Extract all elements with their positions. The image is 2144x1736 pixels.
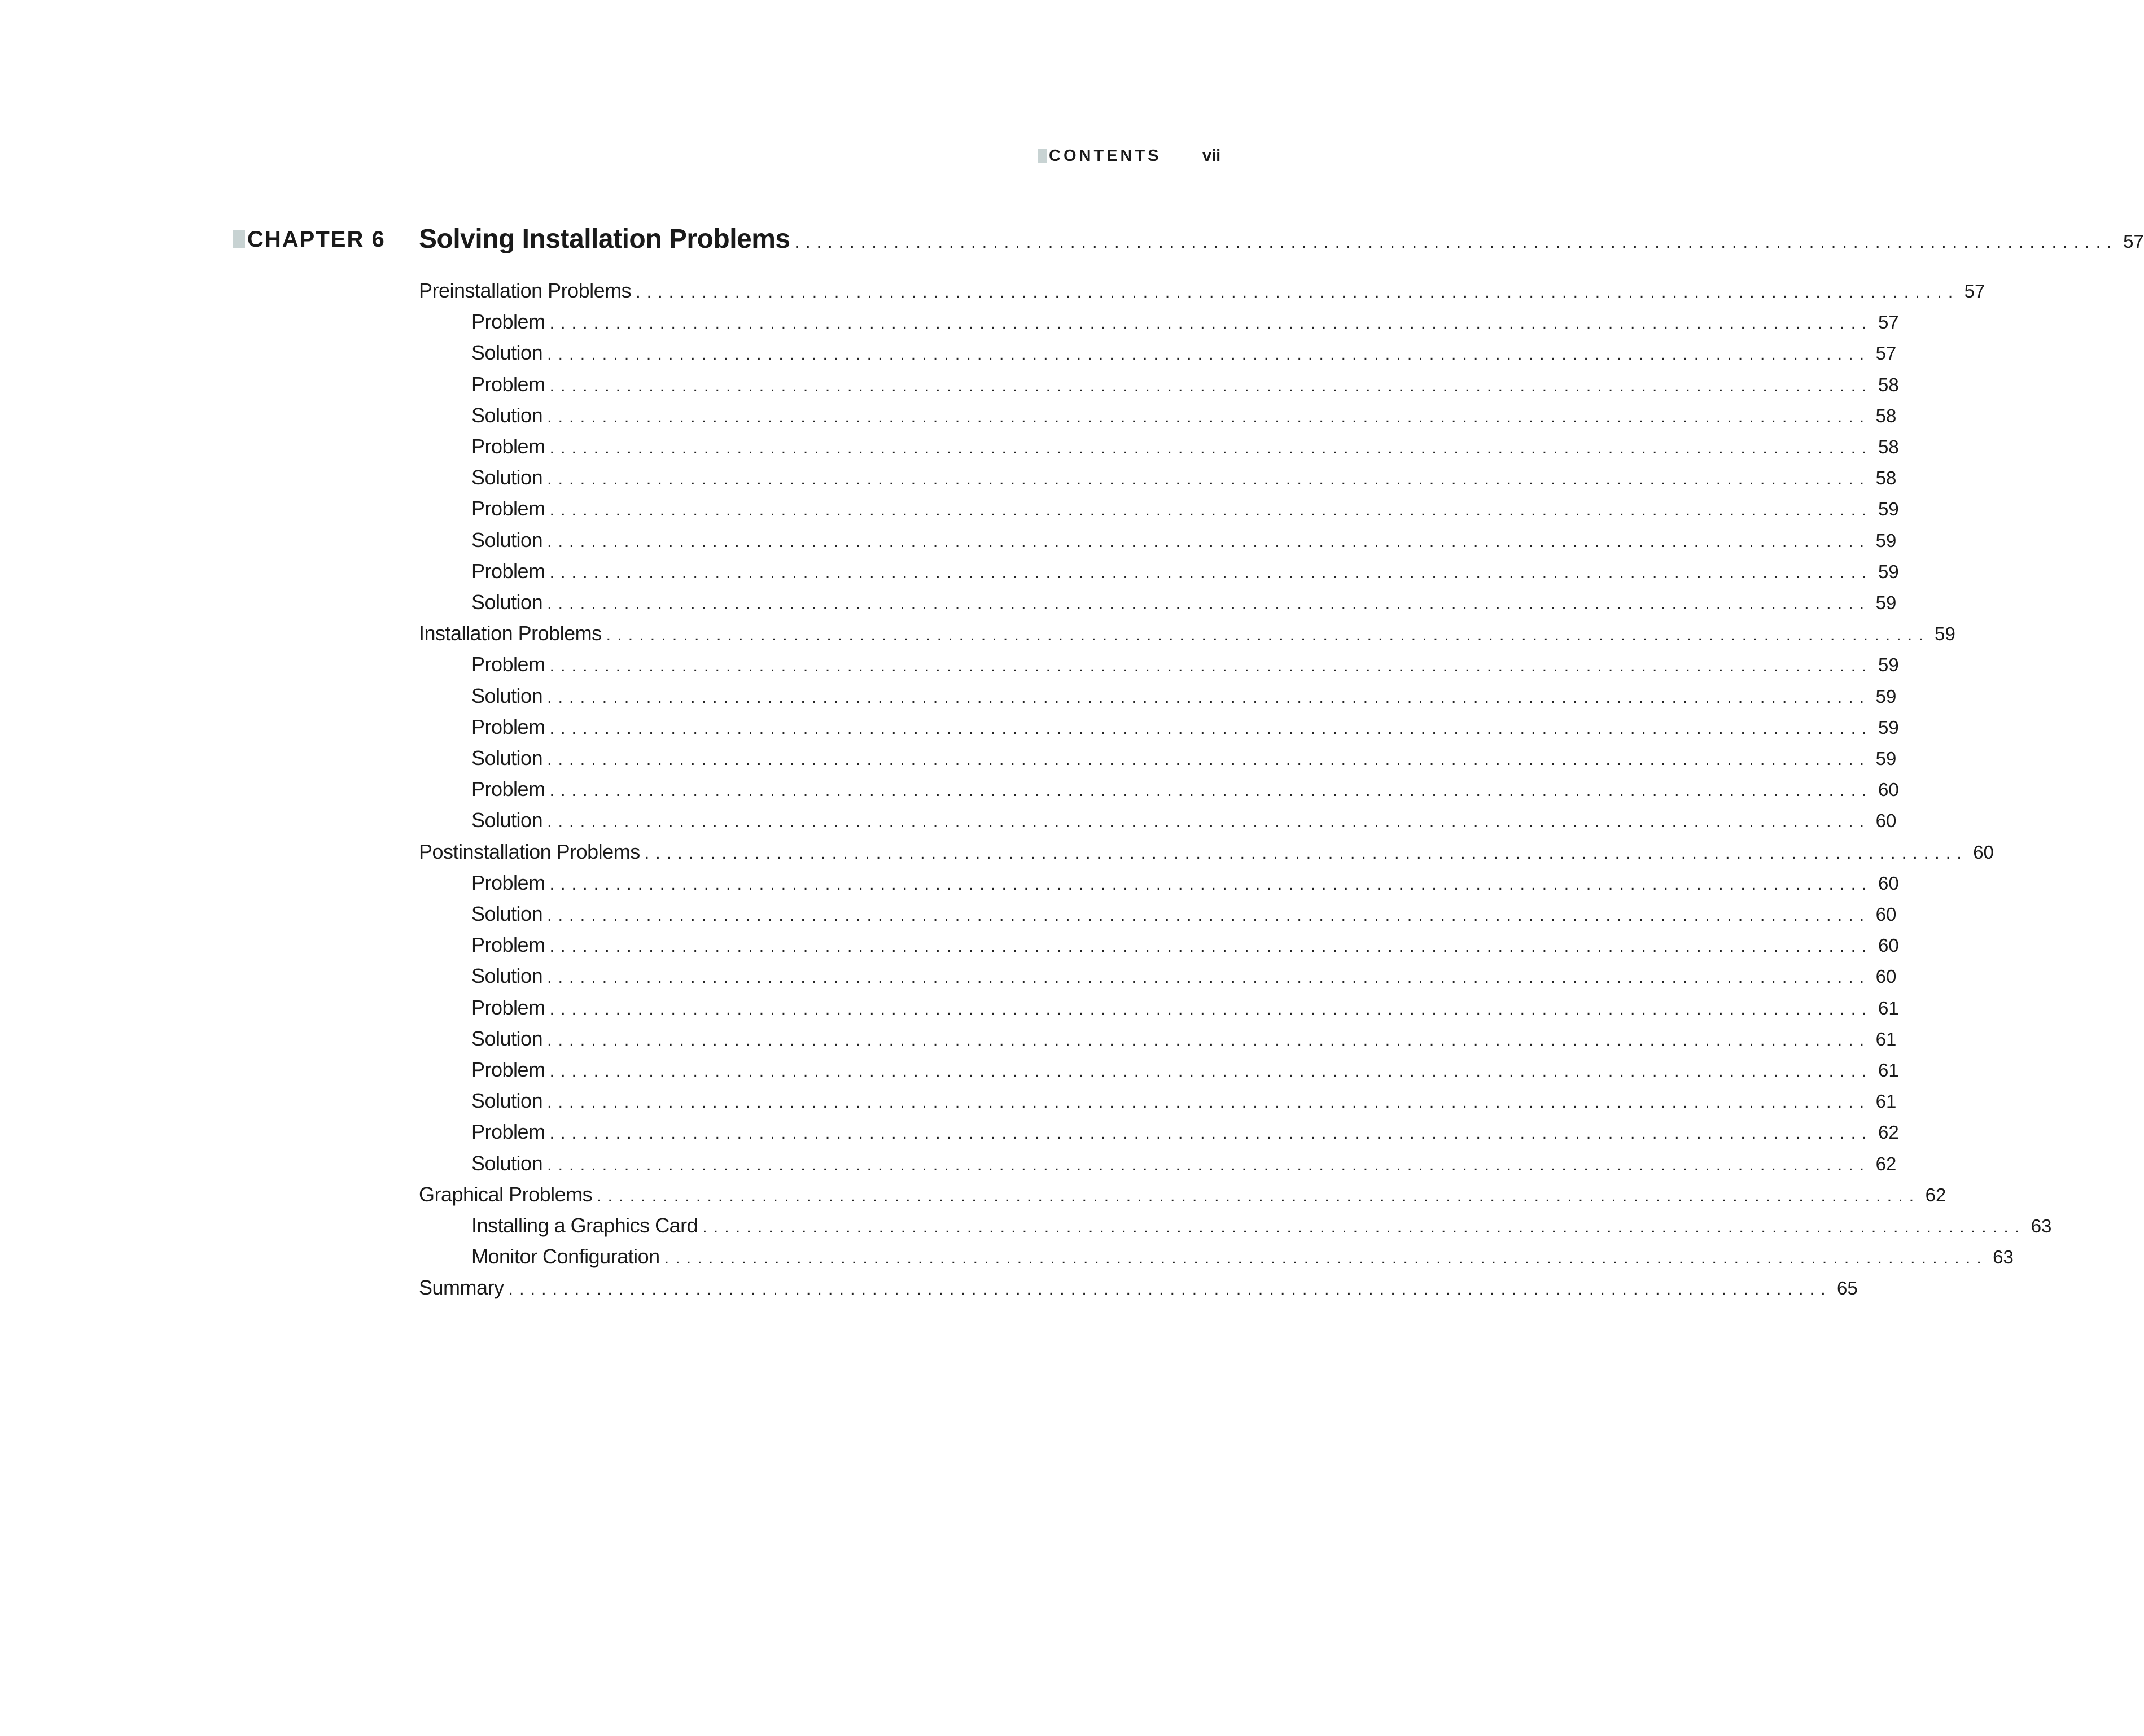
running-head-label: CONTENTS bbox=[1049, 146, 1162, 165]
toc-entry[interactable] bbox=[419, 1276, 1858, 1303]
dot-leader: ........................................................................................................................ bbox=[547, 532, 1871, 551]
toc-entry[interactable] bbox=[419, 840, 1994, 867]
toc-entry-page: 60 bbox=[1875, 810, 1897, 831]
dot-leader: ........................................................................................................................ bbox=[549, 937, 1873, 956]
toc-entry-title: Solution bbox=[471, 902, 543, 925]
toc-entry-page: 61 bbox=[1875, 1029, 1897, 1050]
dot-leader: ........................................................................................................................ bbox=[549, 1124, 1873, 1143]
toc-entry[interactable] bbox=[471, 341, 1897, 368]
toc-entry[interactable] bbox=[471, 871, 1899, 898]
dot-leader: ........................................................................................................................ bbox=[549, 501, 1873, 519]
dot-leader: ........................................................................................................................ bbox=[547, 812, 1871, 831]
toc-entry-page: 63 bbox=[2031, 1215, 2052, 1236]
toc-entry-page: 59 bbox=[1878, 717, 1899, 738]
toc-entry[interactable] bbox=[471, 808, 1897, 836]
toc-entry[interactable] bbox=[471, 777, 1899, 804]
toc-entry[interactable] bbox=[471, 1214, 2052, 1241]
toc-entry-title: Monitor Configuration bbox=[471, 1245, 660, 1268]
dot-leader: ........................................................................................................................ bbox=[547, 1093, 1871, 1112]
chapter-number: CHAPTER 6 bbox=[247, 226, 386, 252]
toc-entry-page: 62 bbox=[1875, 1153, 1897, 1174]
section-marker-icon bbox=[1038, 149, 1047, 163]
dot-leader: ........................................................................................................................ bbox=[606, 626, 1929, 644]
toc-entry[interactable] bbox=[471, 684, 1897, 711]
toc-entry-page: 60 bbox=[1875, 904, 1897, 925]
toc-entry-page: 61 bbox=[1875, 1091, 1897, 1112]
dot-leader: ........................................................................................................................ bbox=[547, 906, 1871, 925]
toc-entry[interactable] bbox=[471, 933, 1899, 960]
dot-leader: ........................................................................................................................ bbox=[664, 1249, 1988, 1267]
toc-entry-title: Problem bbox=[471, 777, 545, 801]
toc-entry[interactable] bbox=[471, 466, 1897, 493]
toc-entry[interactable] bbox=[419, 622, 1955, 649]
toc-entry-page: 60 bbox=[1878, 935, 1899, 956]
toc-entry-page: 57 bbox=[1964, 281, 1985, 301]
toc-entry-title: Solution bbox=[471, 591, 543, 614]
toc-entry-title: Problem bbox=[471, 1120, 545, 1143]
toc-entry[interactable] bbox=[471, 1058, 1899, 1085]
dot-leader: ........................................................................................................................ bbox=[549, 439, 1873, 457]
chapter-label bbox=[233, 227, 386, 252]
toc-entry-page: 58 bbox=[1875, 467, 1897, 488]
toc-entry-title: Solution bbox=[471, 528, 543, 552]
toc-entry-title: Solution bbox=[471, 1152, 543, 1175]
toc-entry[interactable] bbox=[471, 559, 1899, 587]
dot-leader: ........................................................................................................................ bbox=[547, 750, 1871, 769]
dot-leader: ........................................................................................................................ bbox=[549, 1062, 1873, 1081]
dot-leader: ........................................................................................................................ bbox=[702, 1218, 2026, 1236]
toc-entry-page: 59 bbox=[1935, 623, 1955, 644]
toc-entry-page: 60 bbox=[1878, 779, 1899, 800]
dot-leader: ........................................................................................................................ bbox=[508, 1280, 1832, 1298]
toc-entry-page: 59 bbox=[1878, 561, 1899, 582]
toc-entry-title: Problem bbox=[471, 435, 545, 458]
chapter-title: Solving Installation Problems bbox=[419, 224, 790, 254]
toc-entry-title: Graphical Problems bbox=[419, 1183, 593, 1206]
toc-entry[interactable] bbox=[471, 653, 1899, 680]
toc-entry[interactable] bbox=[471, 310, 1899, 337]
page-number: vii bbox=[1202, 147, 1221, 165]
toc-entry-page: 62 bbox=[1878, 1122, 1899, 1143]
toc-entry-page: 59 bbox=[1878, 499, 1899, 519]
toc-entry[interactable] bbox=[471, 1089, 1897, 1116]
toc-entry-title: Problem bbox=[471, 310, 545, 333]
toc-entry-page: 61 bbox=[1878, 998, 1899, 1018]
chapter-marker-icon bbox=[233, 230, 245, 248]
toc-entry-title: Solution bbox=[471, 1027, 543, 1050]
toc-entry-title: Solution bbox=[471, 808, 543, 832]
toc-entry-title: Installation Problems bbox=[419, 622, 602, 645]
toc-entry[interactable] bbox=[471, 996, 1899, 1023]
toc-entry-title: Preinstallation Problems bbox=[419, 279, 632, 302]
toc-entry[interactable] bbox=[471, 528, 1897, 556]
dot-leader: ........................................................................................................................ bbox=[547, 408, 1871, 426]
dot-leader: ........................................................................................................................ bbox=[644, 844, 1968, 863]
toc-entry-title: Installing a Graphics Card bbox=[471, 1214, 698, 1237]
toc-entry-title: Problem bbox=[471, 373, 545, 396]
dot-leader: ........................................................................................................................ bbox=[549, 781, 1873, 800]
toc-entry-title: Problem bbox=[471, 1058, 545, 1081]
toc-entry[interactable] bbox=[471, 373, 1899, 400]
toc-entry[interactable] bbox=[471, 715, 1899, 742]
toc-entry-title: Problem bbox=[471, 996, 545, 1019]
dot-leader: ........................................................................................................................ bbox=[547, 470, 1871, 488]
toc-entry-page: 59 bbox=[1875, 530, 1897, 551]
toc-entry[interactable] bbox=[471, 591, 1897, 618]
toc-entry-title: Solution bbox=[471, 341, 543, 364]
toc-entry[interactable] bbox=[471, 1245, 2014, 1272]
dot-leader: ........................................................................................................................ bbox=[549, 563, 1873, 582]
dot-leader: ........................................................................................................................ bbox=[597, 1187, 1920, 1205]
toc-entry-page: 59 bbox=[1878, 654, 1899, 675]
toc-entry-title: Solution bbox=[471, 684, 543, 707]
dot-leader: ........................................................................................................................ bbox=[547, 968, 1871, 987]
dot-leader: ........................................................................................................................ bbox=[549, 1000, 1873, 1018]
toc-entry[interactable] bbox=[471, 1120, 1899, 1147]
toc-entry[interactable] bbox=[471, 435, 1899, 462]
toc-entry-title: Problem bbox=[471, 653, 545, 676]
toc-entry-page: 60 bbox=[1878, 873, 1899, 894]
toc-entry-title: Solution bbox=[471, 466, 543, 489]
toc-entry-page: 59 bbox=[1875, 686, 1897, 707]
dot-leader: ........................................................................................................................ bbox=[547, 594, 1871, 613]
toc-entry[interactable] bbox=[471, 746, 1897, 773]
dot-leader: ........................................................................................................................ bbox=[549, 314, 1873, 333]
chapter-page: 57 bbox=[2123, 231, 2144, 252]
toc-entry[interactable] bbox=[419, 279, 1985, 306]
toc-entry[interactable] bbox=[471, 964, 1897, 991]
running-head bbox=[1038, 146, 1162, 166]
toc-entry-page: 59 bbox=[1875, 592, 1897, 613]
toc-entry-title: Problem bbox=[471, 871, 545, 894]
toc-entry-page: 61 bbox=[1878, 1060, 1899, 1081]
toc-entry[interactable] bbox=[419, 1183, 1946, 1210]
toc-entry-title: Solution bbox=[471, 404, 543, 427]
chapter-heading-row[interactable] bbox=[419, 224, 2144, 255]
dot-leader: ........................................................................................................................ bbox=[636, 283, 1959, 301]
dot-leader: ........................................................................................................................ bbox=[547, 688, 1871, 707]
toc-entry-page: 57 bbox=[1878, 312, 1899, 333]
toc-entry-page: 60 bbox=[1973, 842, 1994, 863]
toc-entry-title: Solution bbox=[471, 964, 543, 987]
toc-entry[interactable] bbox=[471, 497, 1899, 524]
toc-entry[interactable] bbox=[471, 404, 1897, 431]
dot-leader: ........................................................................................................................ bbox=[547, 1156, 1871, 1174]
dot-leader: ........................................................................................................................ bbox=[549, 875, 1873, 894]
dot-leader: ........................................................................................................................ bbox=[547, 1031, 1871, 1050]
toc-entry-title: Solution bbox=[471, 1089, 543, 1112]
toc-entry-title: Summary bbox=[419, 1276, 504, 1299]
dot-leader: ........................................................................................................................ bbox=[794, 233, 2118, 252]
toc-entry-title: Problem bbox=[471, 933, 545, 956]
toc-entry-page: 62 bbox=[1925, 1184, 1946, 1205]
toc-entry[interactable] bbox=[471, 902, 1897, 929]
dot-leader: ........................................................................................................................ bbox=[549, 719, 1873, 738]
toc-entry-page: 58 bbox=[1878, 374, 1899, 395]
dot-leader: ........................................................................................................................ bbox=[547, 345, 1871, 364]
toc-entry-page: 65 bbox=[1837, 1278, 1858, 1298]
toc-entry-page: 63 bbox=[1993, 1247, 2014, 1267]
toc-entry[interactable] bbox=[471, 1027, 1897, 1054]
toc-entry-page: 58 bbox=[1878, 436, 1899, 457]
toc-entry-page: 58 bbox=[1875, 405, 1897, 426]
toc-entry-title: Problem bbox=[471, 559, 545, 583]
toc-entry-title: Problem bbox=[471, 715, 545, 738]
dot-leader: ........................................................................................................................ bbox=[549, 657, 1873, 675]
toc-entry-title: Solution bbox=[471, 746, 543, 769]
toc-entry[interactable] bbox=[471, 1152, 1897, 1179]
toc-entry-title: Problem bbox=[471, 497, 545, 520]
toc-entry-title: Postinstallation Problems bbox=[419, 840, 640, 863]
toc-entry-page: 59 bbox=[1875, 748, 1897, 769]
dot-leader: ........................................................................................................................ bbox=[549, 377, 1873, 395]
toc-entry-page: 60 bbox=[1875, 966, 1897, 987]
toc-entry-page: 57 bbox=[1875, 343, 1897, 364]
